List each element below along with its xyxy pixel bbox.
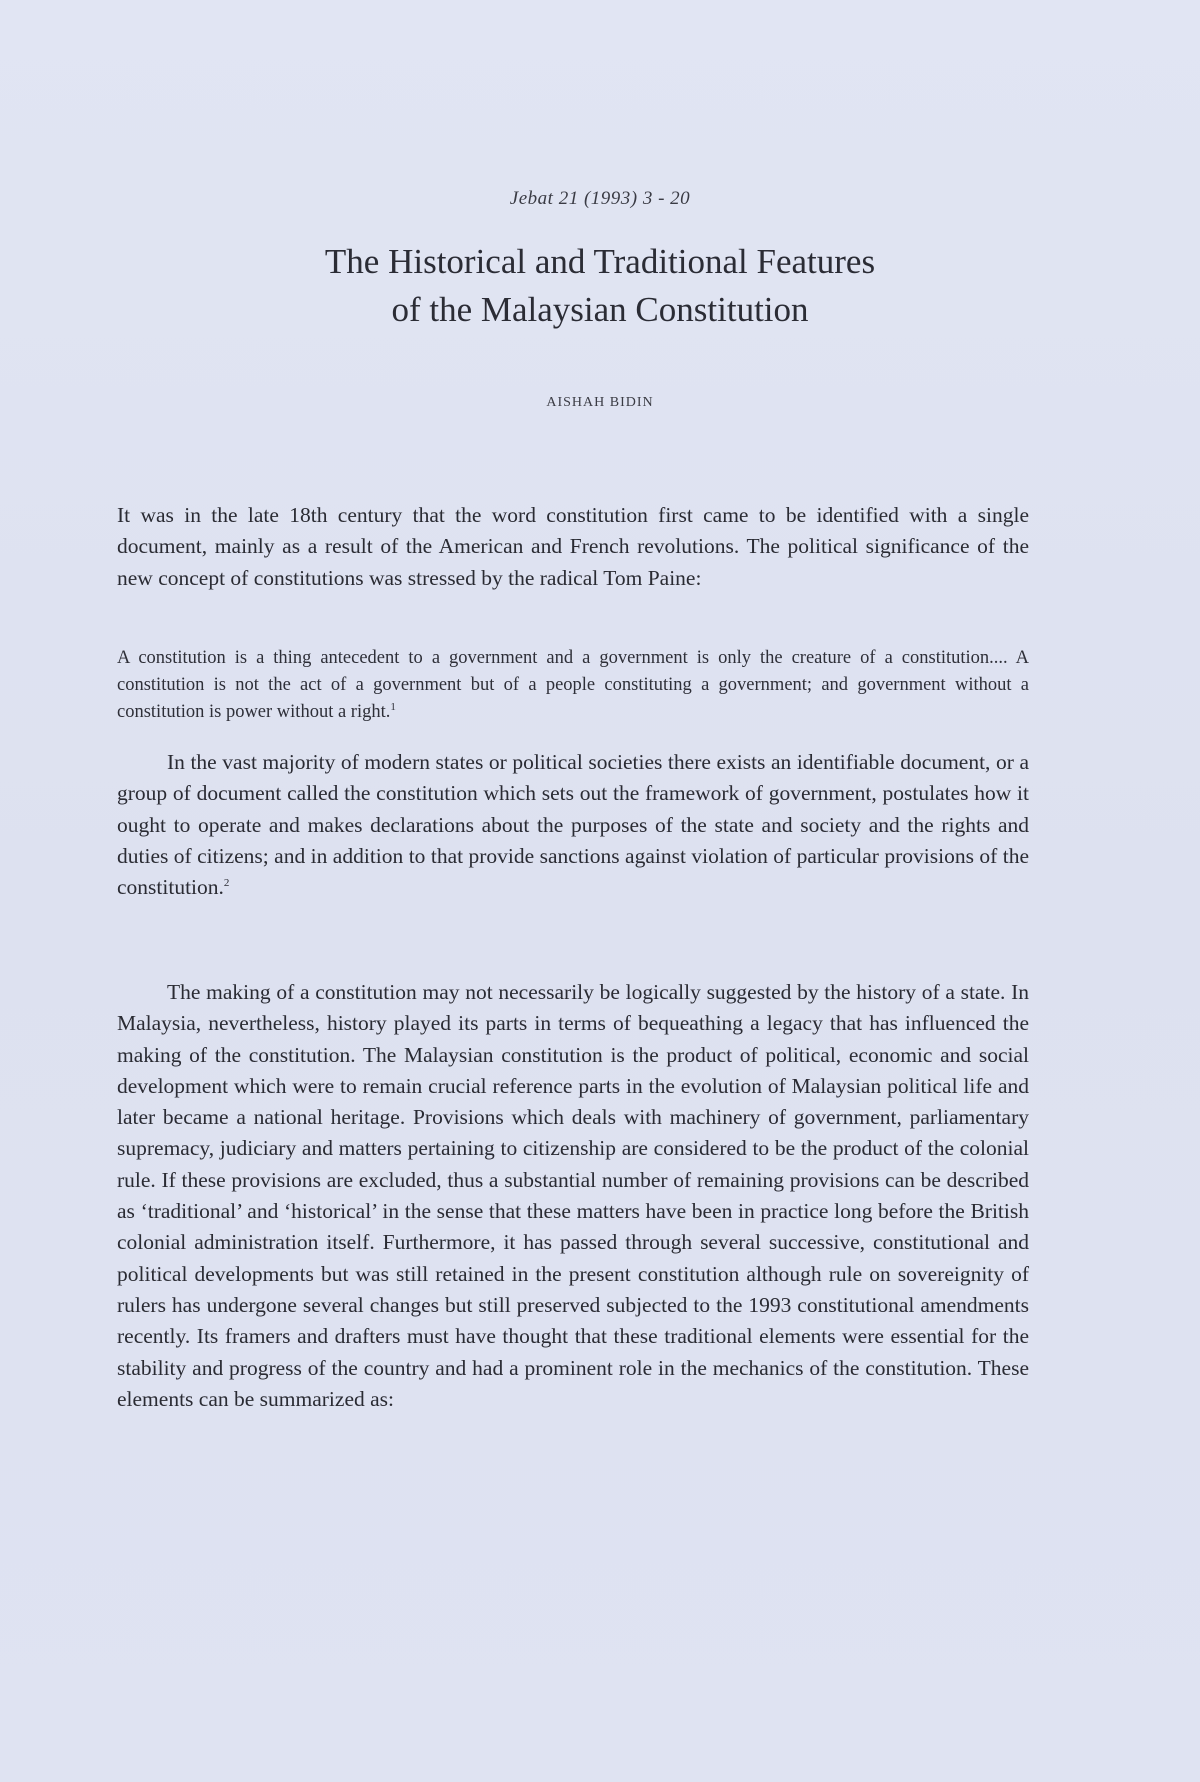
paragraph-2 — [117, 747, 1029, 903]
paragraph-1: It was in the late 18th century that the word constitution first came to be identified with a single document, mainly as a result of the American and French revolutions. The political significance of the new concept of constitutions was stressed by the radical Tom Paine: — [117, 503, 1029, 590]
footnote-ref-1: 1 — [390, 700, 396, 713]
author-name: AISHAH BIDIN — [546, 395, 654, 410]
article-title — [0, 238, 1200, 334]
footnote-ref-2: 2 — [223, 877, 230, 890]
title-line-1: The Historical and Traditional Features — [324, 242, 876, 281]
journal-reference: Jebat 21 (1993) 3 - 20 — [509, 188, 691, 209]
paragraph-3: The making of a constitution may not necessarily be logically suggested by the history of a state. In Malaysia, nevertheless, history played its parts in terms of bequeathing a legacy that has influenced the making of the constitution. The Malaysian constitution is the product of political, economic and social development which were to remain crucial reference parts in the evolution of Malaysian political life and later became a national heritage. Provisions which deals with machinery of government, parliamentary supremacy, judiciary and matters pertaining to citizenship are considered to be the product of the colonial rule. If these provisions are excluded, thus a substantial number of remaining provisions can be described as ‘traditional’ and ‘historical’ in the sense that these matters have been in practice long before the British colonial administration itself. Furthermore, it has passed through several successive, constitutional and political developments but was still retained in the present constitution although rule on sovereignity of rulers has undergone several changes but still preserved subjected to the 1993 constitutional amendments recently. Its framers and drafters must have thought that these traditional elements were essential for the stability and progress of the country and had a prominent role in the mechanics of the constitution. These elements can be summarized as: — [117, 980, 1029, 1411]
block-quote — [117, 645, 1029, 726]
paragraph-2-text: In the vast majority of modern states or political societies there exists an identifiable document, or a group of document called the constitution which sets out the framework of government, postulates how it ought to operate and makes declarations about the purposes of the state and society and the rights and duties of citizens; and in addition to that provide sanctions against violation of particular provisions of the constitution. — [117, 750, 1029, 900]
quote-text: A constitution is a thing antecedent to a government and a government is only the creature of a constitution.... A constitution is not the act of a government but of a people constituting a government; and government without a constitution is power without a right. — [117, 648, 1029, 722]
title-line-2: of the Malaysian Constitution — [391, 290, 809, 329]
